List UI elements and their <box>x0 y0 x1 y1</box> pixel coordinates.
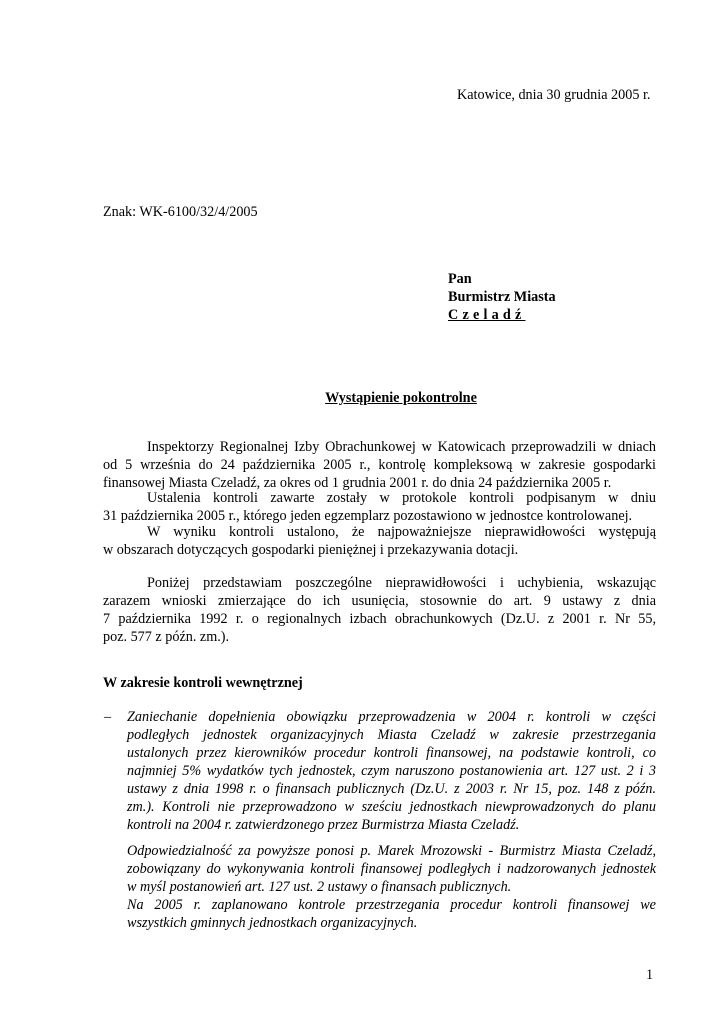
page-number: 1 <box>646 967 654 983</box>
intro-paragraph-3 <box>103 523 656 559</box>
responsibility-line: Odpowiedzialność za powyższe ponosi p. Marek Mrozowski - Burmistrz Miasta Czeladź, <box>127 843 656 859</box>
intro-paragraph-4 <box>103 574 656 646</box>
responsibility-line: wszystkich gminnych jednostkach organizacyjnych. <box>127 915 418 931</box>
intro-paragraph-2 <box>103 489 656 525</box>
paragraph-line: zarazem wnioski zmierzające do ich usunięcia, stosownie do art. 9 ustawy z dnia <box>103 593 656 609</box>
finding-line: ustawy z dnia 1998 r. o finansach publicznych (Dz.U. z 2003 r. Nr 15, poz. 148 z późn. <box>127 781 656 797</box>
paragraph-line: od 5 września do 24 października 2005 r., kontrolę kompleksową w zakresie gospodarki <box>103 457 656 473</box>
finding-line: kontroli na 2004 r. zatwierdzonego przez Burmistrza Miasta Czeladź. <box>127 817 520 833</box>
document-title: Wystąpienie pokontrolne <box>325 390 477 406</box>
paragraph-line: poz. 577 z późn. zm.). <box>103 629 230 645</box>
paragraph-line: 7 października 1992 r. o regionalnych izbach obrachunkowych (Dz.U. z 2001 r. Nr 55, <box>103 611 656 627</box>
addressee-city: Czeladź <box>448 307 526 323</box>
section-heading: W zakresie kontroli wewnętrznej <box>103 675 303 691</box>
finding-line: zm.). Kontroli nie przeprowadzono w sześciu jednostkach niewprowadzonych do planu <box>127 799 656 815</box>
finding-line: najmniej 5% wydatków tych jednostek, czym naruszono postanowienia art. 127 ust. 2 i 3 <box>127 763 656 779</box>
paragraph-line: w obszarach dotyczących gospodarki pieniężnej i przekazywania dotacji. <box>103 542 519 558</box>
addressee-position: Burmistrz Miasta <box>448 289 556 305</box>
responsibility-line: w myśl postanowień art. 127 ust. 2 ustawy o finansach publicznych. <box>127 879 512 895</box>
paragraph-line: 31 października 2005 r., którego jeden egzemplarz pozostawiono w jednostce kontrolowanej. <box>103 508 633 524</box>
responsibility-line: Na 2005 r. zaplanowano kontrole przestrzegania procedur kontroli finansowej we <box>127 897 656 913</box>
paragraph-line: Inspektorzy Regionalnej Izby Obrachunkowej w Katowicach przeprowadzili w dniach <box>147 439 656 455</box>
responsibility-paragraph <box>127 842 656 932</box>
finding-line: podległych jednostek organizacyjnych Miasta Czeladź w zakresie przestrzegania <box>127 727 656 743</box>
addressee-block <box>448 270 556 324</box>
paragraph-line: Poniżej przedstawiam poszczególne nieprawidłowości i uchybienia, wskazując <box>147 575 656 591</box>
paragraph-line: W wyniku kontroli ustalono, że najpoważniejsze nieprawidłowości występują <box>147 524 656 540</box>
paragraph-line: finansowej Miasta Czeladź, za okres od 1 grudnia 2001 r. do dnia 24 października 2005 r. <box>103 475 612 491</box>
place-date: Katowice, dnia 30 grudnia 2005 r. <box>457 87 651 103</box>
paragraph-line: Ustalenia kontroli zawarte zostały w protokole kontroli podpisanym w dniu <box>147 490 656 506</box>
responsibility-line: zobowiązany do wykonywania kontroli finansowej podległych i nadzorowanych jednostek <box>127 861 656 877</box>
intro-paragraph-1 <box>103 438 656 492</box>
finding-line: ustalonych przez kierowników procedur kontroli finansowej, na podstawie kontroli, co <box>127 745 656 761</box>
bullet-dash: – <box>104 709 112 725</box>
reference-number: Znak: WK-6100/32/4/2005 <box>103 204 258 220</box>
finding-paragraph <box>127 708 656 834</box>
finding-line: Zaniechanie dopełnienia obowiązku przeprowadzenia w 2004 r. kontroli w części <box>127 709 656 725</box>
addressee-salutation: Pan <box>448 271 472 287</box>
